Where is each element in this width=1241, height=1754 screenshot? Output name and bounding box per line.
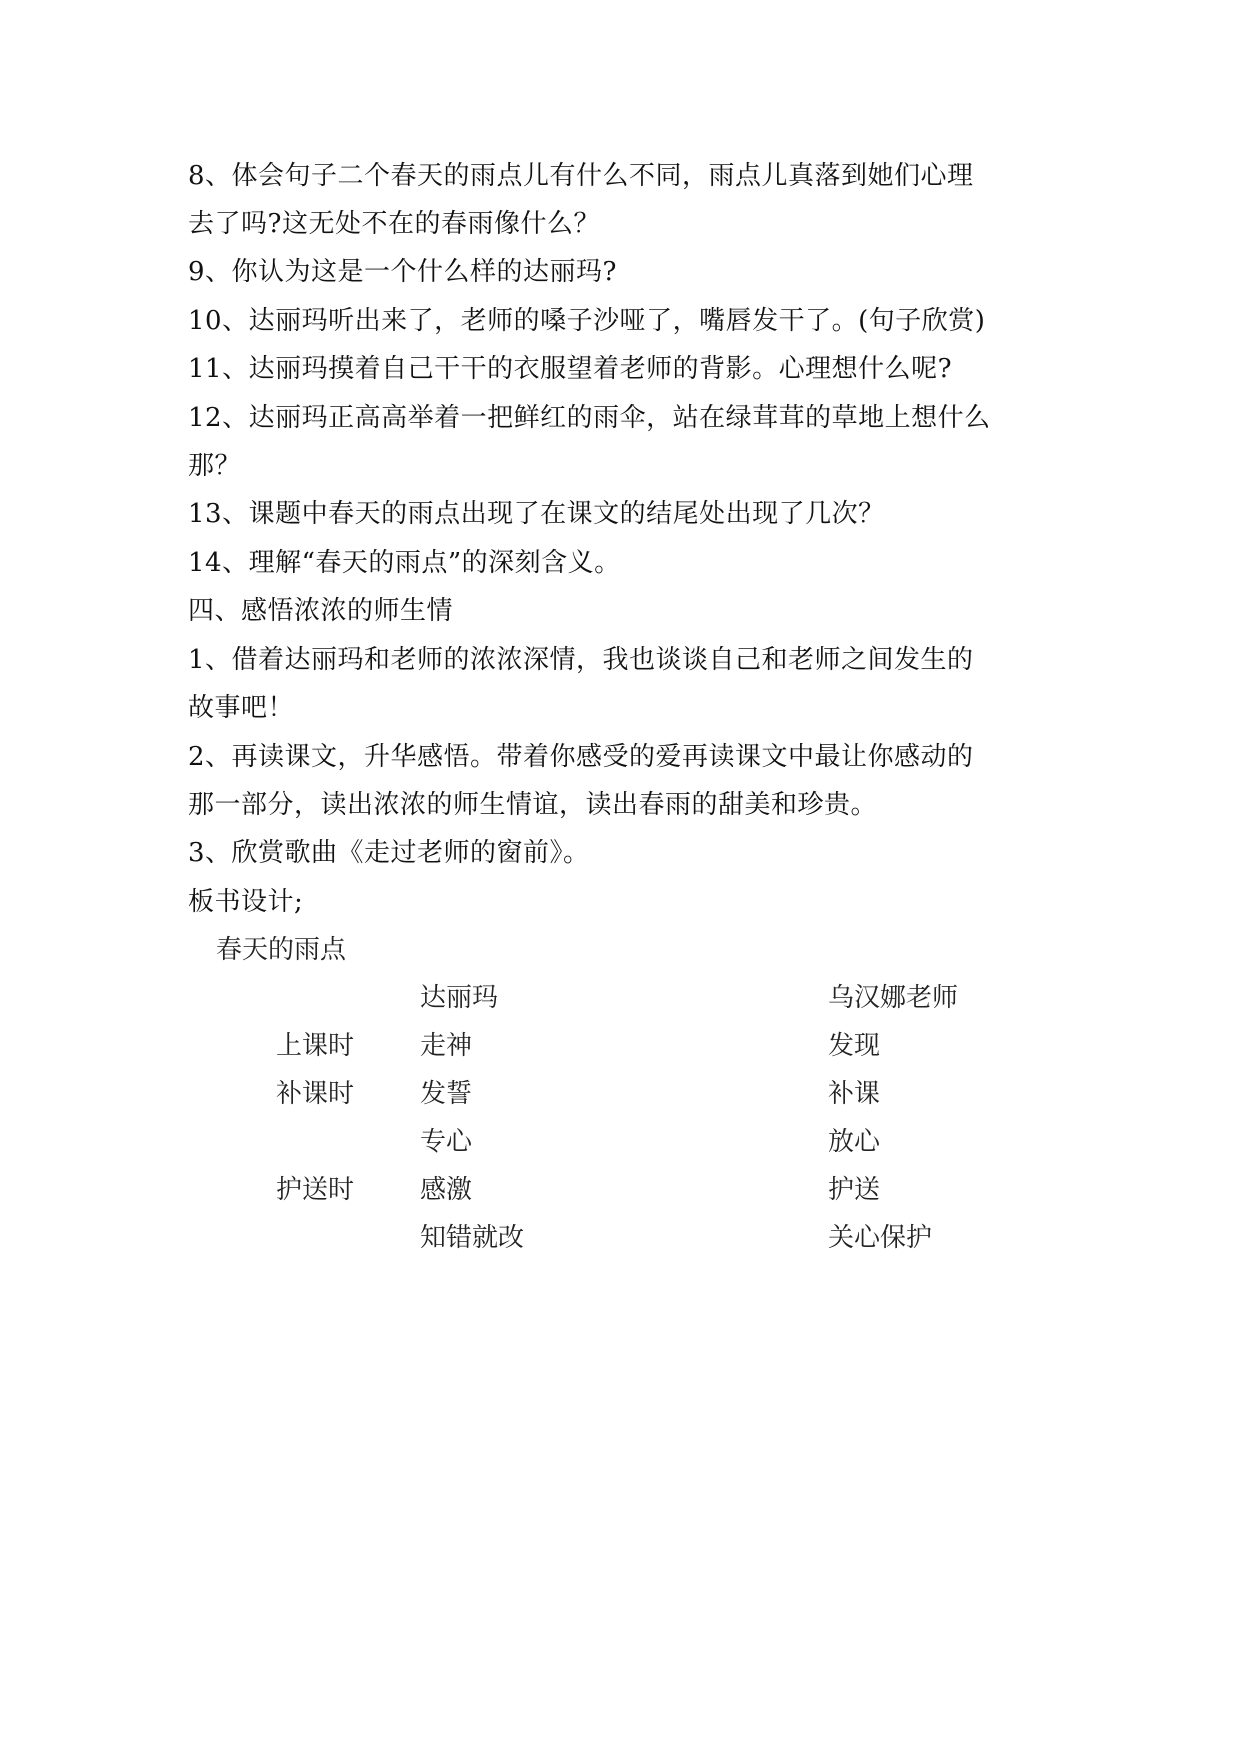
board-header-student: 达丽玛 <box>420 983 499 1013</box>
board-student-item: 感激 <box>420 1175 473 1205</box>
text-line-12: 故事吧！ <box>188 693 295 723</box>
board-teacher-item: 补课 <box>828 1079 881 1109</box>
text-line-5: 11、达丽玛摸着自己干干的衣服望着老师的背影。心理想什么呢? <box>188 354 953 384</box>
board-stage: 护送时 <box>276 1175 355 1205</box>
text-line-7: 那？ <box>188 451 242 481</box>
text-line-1: 8、体会句子二个春天的雨点儿有什么不同，雨点儿真落到她们心理 <box>188 161 974 191</box>
text-line-3: 9、你认为这是一个什么样的达丽玛? <box>188 257 617 287</box>
board-teacher-item: 关心保护 <box>828 1223 933 1253</box>
text-line-4: 10、达丽玛听出来了，老师的嗓子沙哑了，嘴唇发干了。(句子欣赏) <box>188 306 986 336</box>
text-line-2: 去了吗?这无处不在的春雨像什么？ <box>188 209 600 239</box>
text-line-6: 12、达丽玛正高高举着一把鲜红的雨伞，站在绿茸茸的草地上想什么 <box>188 403 991 433</box>
text-line-9: 14、理解“春天的雨点”的深刻含义。 <box>188 548 621 578</box>
board-student-item: 专心 <box>420 1127 473 1157</box>
text-line-15: 3、欣赏歌曲《走过老师的窗前》。 <box>188 838 590 868</box>
board-teacher-item: 放心 <box>828 1127 881 1157</box>
board-student-item: 走神 <box>420 1031 473 1061</box>
board-student-item: 发誓 <box>420 1079 473 1109</box>
text-line-13: 2、再读课文，升华感悟。带着你感受的爱再读课文中最让你感动的 <box>188 742 974 772</box>
board-teacher-item: 护送 <box>828 1175 881 1205</box>
board-student-item: 知错就改 <box>420 1223 525 1253</box>
board-header-teacher: 乌汉娜老师 <box>828 983 959 1013</box>
board-teacher-item: 发现 <box>828 1031 881 1061</box>
text-line-14: 那一部分，读出浓浓的师生情谊，读出春雨的甜美和珍贵。 <box>188 790 878 820</box>
section-heading: 四、感悟浓浓的师生情 <box>188 596 454 626</box>
text-line-8: 13、课题中春天的雨点出现了在课文的结尾处出现了几次？ <box>188 499 885 529</box>
board-design-heading: 板书设计; <box>188 887 304 917</box>
board-stage: 补课时 <box>276 1079 355 1109</box>
board-title: 春天的雨点 <box>216 935 347 965</box>
board-stage: 上课时 <box>276 1031 355 1061</box>
text-line-11: 1、借着达丽玛和老师的浓浓深情，我也谈谈自己和老师之间发生的 <box>188 645 974 675</box>
